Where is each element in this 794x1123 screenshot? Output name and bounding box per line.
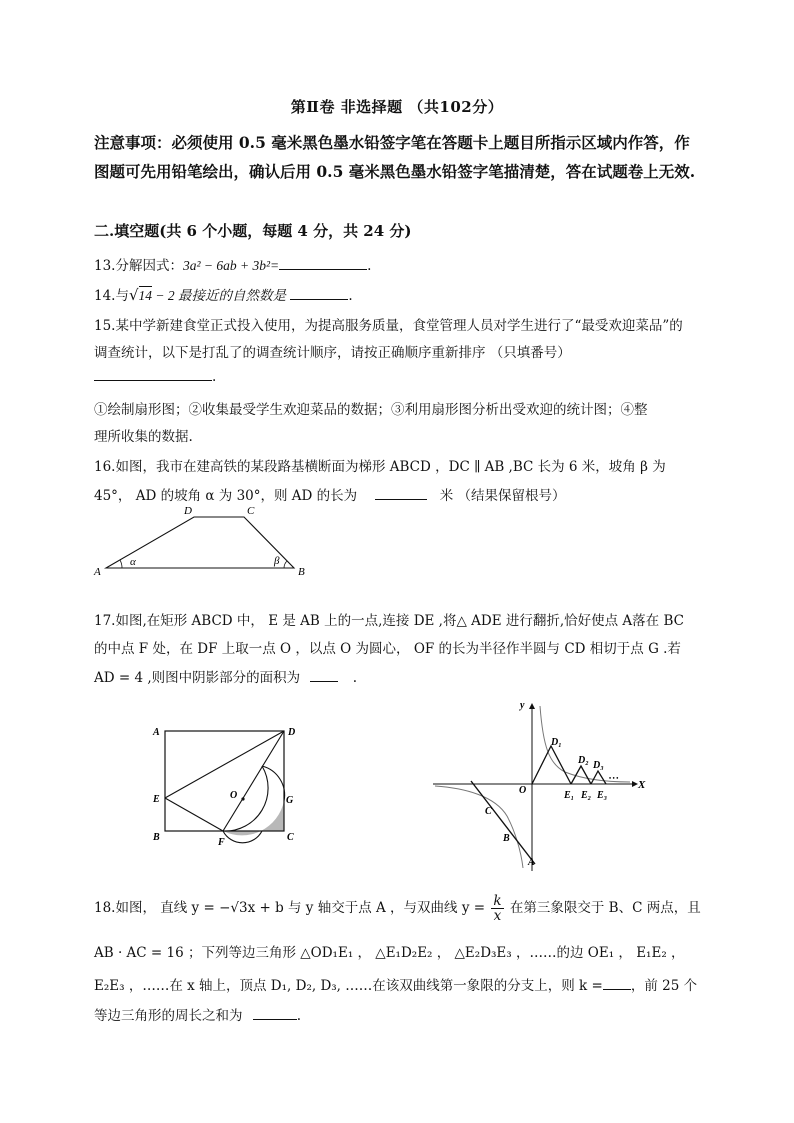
q16-line-2b: 米 （结果保留根号） bbox=[439, 488, 566, 504]
center-point-O bbox=[241, 797, 244, 800]
q18-line-3a: E₂E₃ ，……在 x 轴上，顶点 D₁, D₂, D₃, ……在该双曲线第一象限的分支上，则 k = bbox=[94, 978, 603, 994]
label-beta: β bbox=[274, 555, 280, 567]
label-B: B bbox=[298, 566, 305, 578]
q15-options-1: ①绘制扇形图；②收集最受学生欢迎菜品的数据；③利用扇形图分析出受欢迎的统计图；④整 bbox=[94, 402, 648, 418]
section-heading: 二.填空题(共 6 个小题，每题 4 分，共 24 分) bbox=[94, 222, 412, 240]
question-14 bbox=[94, 284, 353, 304]
q18-line-4 bbox=[94, 1004, 301, 1024]
q17-line-2: 的中点 F 处，在 DF 上取一点 O ，以点 O 为圆心， OF 的长为半径作半圆与 CD 相切于点 G .若 bbox=[94, 641, 681, 657]
q17-line-3b: . bbox=[352, 670, 358, 686]
q17-line-1: 17.如图,在矩形 ABCD 中， E 是 AB 上的一点,连接 DE ,将△ ADE 进行翻折,恰好使点 A落在 BC bbox=[94, 613, 684, 629]
q17-line-3 bbox=[94, 666, 357, 686]
label-E1: E₁ bbox=[564, 790, 575, 801]
label-B: B bbox=[153, 832, 160, 843]
q15-line-2: 调查统计，以下是打乱了的调查统计顺序，请按正确顺序重新排序 （只填番号） bbox=[94, 345, 571, 361]
q14-radicand: 14 bbox=[138, 288, 153, 303]
label-E2: E₂ bbox=[581, 790, 592, 801]
q18-line-1a: 18.如图， 直线 y = −√3x + b 与 y 轴交于点 A ，与双曲线 y = bbox=[94, 900, 486, 916]
label-D1: D₁ bbox=[551, 737, 562, 748]
line-FD bbox=[223, 731, 284, 831]
triangle-E2D3E3 bbox=[591, 771, 606, 784]
label-D: D bbox=[288, 727, 296, 738]
q14-prefix: 14.与 bbox=[94, 288, 129, 304]
sqrt-symbol: √ bbox=[128, 286, 139, 304]
q16-trapezoid-figure bbox=[88, 502, 318, 582]
q13-answer-blank[interactable] bbox=[279, 257, 367, 270]
q18-fraction bbox=[491, 894, 503, 923]
label-A: A bbox=[528, 857, 535, 868]
q18-line-2: AB · AC = 16 ；下列等边三角形 △OD₁E₁ ， △E₁D₂E₂ ， △E₂D₃E₃ ，……的边 OE₁ ， E₁E₂ ， bbox=[94, 945, 685, 961]
q16-line-1: 16.如图，我市在建高铁的某段路基横断面为梯形 ABCD ，DC ∥ AB ,BC 长为 6 米，坡角 β 为 bbox=[94, 459, 666, 475]
triangle-OD1E1 bbox=[532, 746, 571, 784]
label-A: A bbox=[153, 727, 160, 738]
label-G: G bbox=[286, 795, 294, 806]
q18-line-1b: 在第三象限交于 B、C 两点，且 bbox=[509, 900, 701, 916]
q16-line-2a: 45°， AD 的坡角 α 为 30°，则 AD 的长为 bbox=[94, 488, 358, 504]
q13-expression: 3a² − 6ab + 3b²= bbox=[182, 258, 280, 273]
q13-end: . bbox=[367, 258, 372, 274]
q18-perimeter-answer-blank[interactable] bbox=[253, 1007, 297, 1020]
label-E: E bbox=[153, 794, 160, 805]
q18-k-answer-blank[interactable] bbox=[603, 977, 631, 990]
q16-answer-blank[interactable] bbox=[375, 487, 427, 500]
section-title: 第Ⅱ卷 非选择题 （共102分） bbox=[290, 98, 504, 116]
q15-answer-blank[interactable] bbox=[94, 368, 212, 381]
label-A: A bbox=[94, 566, 101, 578]
label-E3: E₃ bbox=[597, 790, 608, 801]
q18-line-1 bbox=[94, 894, 701, 923]
label-F: F bbox=[218, 837, 225, 848]
label-C: C bbox=[287, 832, 294, 843]
beta-arc bbox=[284, 561, 287, 568]
q16-line-2 bbox=[94, 484, 566, 504]
q15-answer-line bbox=[94, 368, 216, 385]
label-alpha: α bbox=[130, 556, 136, 568]
fraction-numerator: k bbox=[493, 893, 502, 909]
fraction-denominator: x bbox=[493, 908, 502, 924]
q18-hyperbola-figure bbox=[425, 696, 655, 876]
q15-line-1: 15.某中学新建食堂正式投入使用，为提高服务质量，食堂管理人员对学生进行了“最受欢迎菜品”的 bbox=[94, 318, 683, 334]
label-O: O bbox=[519, 785, 527, 796]
q18-line-4b: . bbox=[296, 1008, 302, 1024]
notice-text: 注意事项：必须使用 0.5 毫米黑色墨水铅签字笔在答题卡上题目所指示区域内作答，作图题可先用铅笔绘出，确认后用 0.5 毫米黑色墨水铅签字笔描清楚，答在试题卷上无效. bbox=[94, 133, 696, 181]
continuation-dots: • • • bbox=[609, 776, 619, 782]
line-ED bbox=[165, 731, 284, 798]
q18-line-3b: ，前 25 个 bbox=[630, 978, 698, 994]
label-C: C bbox=[247, 505, 255, 517]
q14-tail: − 2 最接近的自然数是 bbox=[152, 288, 287, 303]
q18-line-3 bbox=[94, 974, 697, 994]
q14-end: . bbox=[348, 288, 353, 304]
q15-end: . bbox=[212, 369, 217, 385]
semicircle-right bbox=[262, 766, 285, 801]
q14-answer-blank[interactable] bbox=[290, 287, 348, 300]
q13-prefix: 13.分解因式： bbox=[94, 258, 183, 274]
label-D2: D₂ bbox=[578, 755, 589, 766]
label-B: B bbox=[503, 833, 510, 844]
label-O: O bbox=[230, 790, 238, 801]
q17-rectangle-figure bbox=[145, 720, 305, 870]
label-y: y bbox=[520, 700, 525, 711]
q17-answer-blank[interactable] bbox=[310, 669, 338, 682]
label-C: C bbox=[485, 806, 492, 817]
line-EF bbox=[165, 798, 223, 831]
hyperbola-branch-3 bbox=[435, 786, 523, 868]
rectangle-ABCD bbox=[165, 731, 284, 831]
label-D: D bbox=[184, 505, 192, 517]
alpha-arc bbox=[120, 560, 122, 568]
question-13 bbox=[94, 254, 371, 274]
label-D3: D₃ bbox=[593, 760, 604, 771]
label-x: X bbox=[638, 779, 646, 791]
q18-line-4a: 等边三角形的周长之和为 bbox=[94, 1008, 243, 1024]
q17-line-3a: AD = 4 ,则图中阴影部分的面积为 bbox=[94, 670, 301, 686]
q15-options-2: 理所收集的数据. bbox=[94, 429, 193, 445]
